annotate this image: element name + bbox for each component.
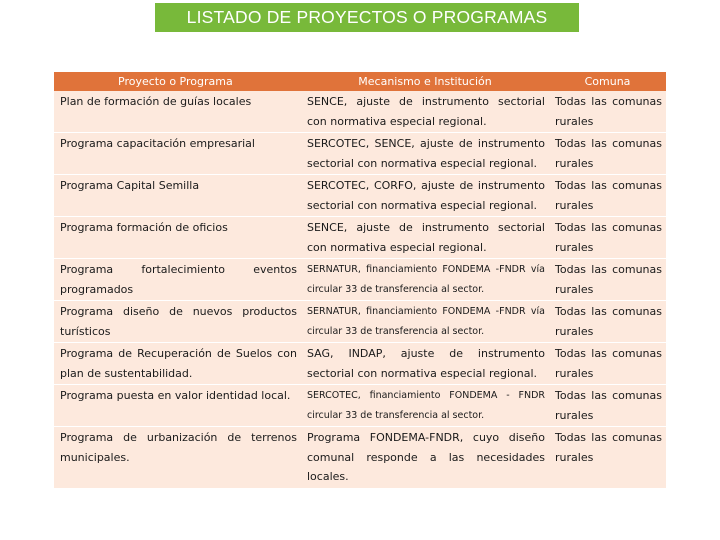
table-row [54,217,666,259]
table-header-row [54,72,666,91]
cell-comuna: Todas las comunas rurales [549,133,666,175]
table-row [54,175,666,217]
table-row [54,259,666,301]
column-header-mecanismo: Mecanismo e Institución [301,72,549,91]
cell-programa: Plan de formación de guías locales [54,91,301,133]
cell-programa: Programa diseño de nuevos productos turísticos [54,301,301,343]
cell-programa: Programa fortalecimiento eventos programados [54,259,301,301]
cell-mecanismo: SERNATUR, financiamiento FONDEMA -FNDR vía circular 33 de transferencia al sector. [301,301,549,343]
cell-programa: Programa Capital Semilla [54,175,301,217]
cell-mecanismo: SENCE, ajuste de instrumento sectorial con normativa especial regional. [301,91,549,133]
cell-mecanismo: SENCE, ajuste de instrumento sectorial con normativa especial regional. [301,217,549,259]
cell-programa: Programa formación de oficios [54,217,301,259]
cell-mecanismo: SAG, INDAP, ajuste de instrumento sectorial con normativa especial regional. [301,343,549,385]
cell-mecanismo: SERCOTEC, SENCE, ajuste de instrumento sectorial con normativa especial regional. [301,133,549,175]
table-row [54,91,666,133]
table-row [54,133,666,175]
table-row [54,301,666,343]
cell-programa: Programa capacitación empresarial [54,133,301,175]
cell-comuna: Todas las comunas rurales [549,301,666,343]
cell-comuna: Todas las comunas rurales [549,385,666,427]
table-row [54,343,666,385]
cell-comuna: Todas las comunas rurales [549,259,666,301]
cell-comuna: Todas las comunas rurales [549,427,666,489]
cell-comuna: Todas las comunas rurales [549,343,666,385]
cell-comuna: Todas las comunas rurales [549,217,666,259]
cell-programa: Programa puesta en valor identidad local. [54,385,301,427]
column-header-comuna: Comuna [549,72,666,91]
cell-programa: Programa de Recuperación de Suelos con plan de sustentabilidad. [54,343,301,385]
projects-table [54,72,666,489]
cell-mecanismo: SERCOTEC, CORFO, ajuste de instrumento sectorial con normativa especial regional. [301,175,549,217]
cell-mecanismo: SERNATUR, financiamiento FONDEMA -FNDR vía circular 33 de transferencia al sector. [301,259,549,301]
cell-comuna: Todas las comunas rurales [549,175,666,217]
cell-programa: Programa de urbanización de terrenos municipales. [54,427,301,489]
cell-comuna: Todas las comunas rurales [549,91,666,133]
column-header-programa: Proyecto o Programa [54,72,301,91]
table-row [54,427,666,489]
table-row [54,385,666,427]
cell-mecanismo: Programa FONDEMA-FNDR, cuyo diseño comunal responde a las necesidades locales. [301,427,549,489]
page-title: LISTADO DE PROYECTOS O PROGRAMAS [155,3,579,32]
cell-mecanismo: SERCOTEC, financiamiento FONDEMA - FNDR circular 33 de transferencia al sector. [301,385,549,427]
